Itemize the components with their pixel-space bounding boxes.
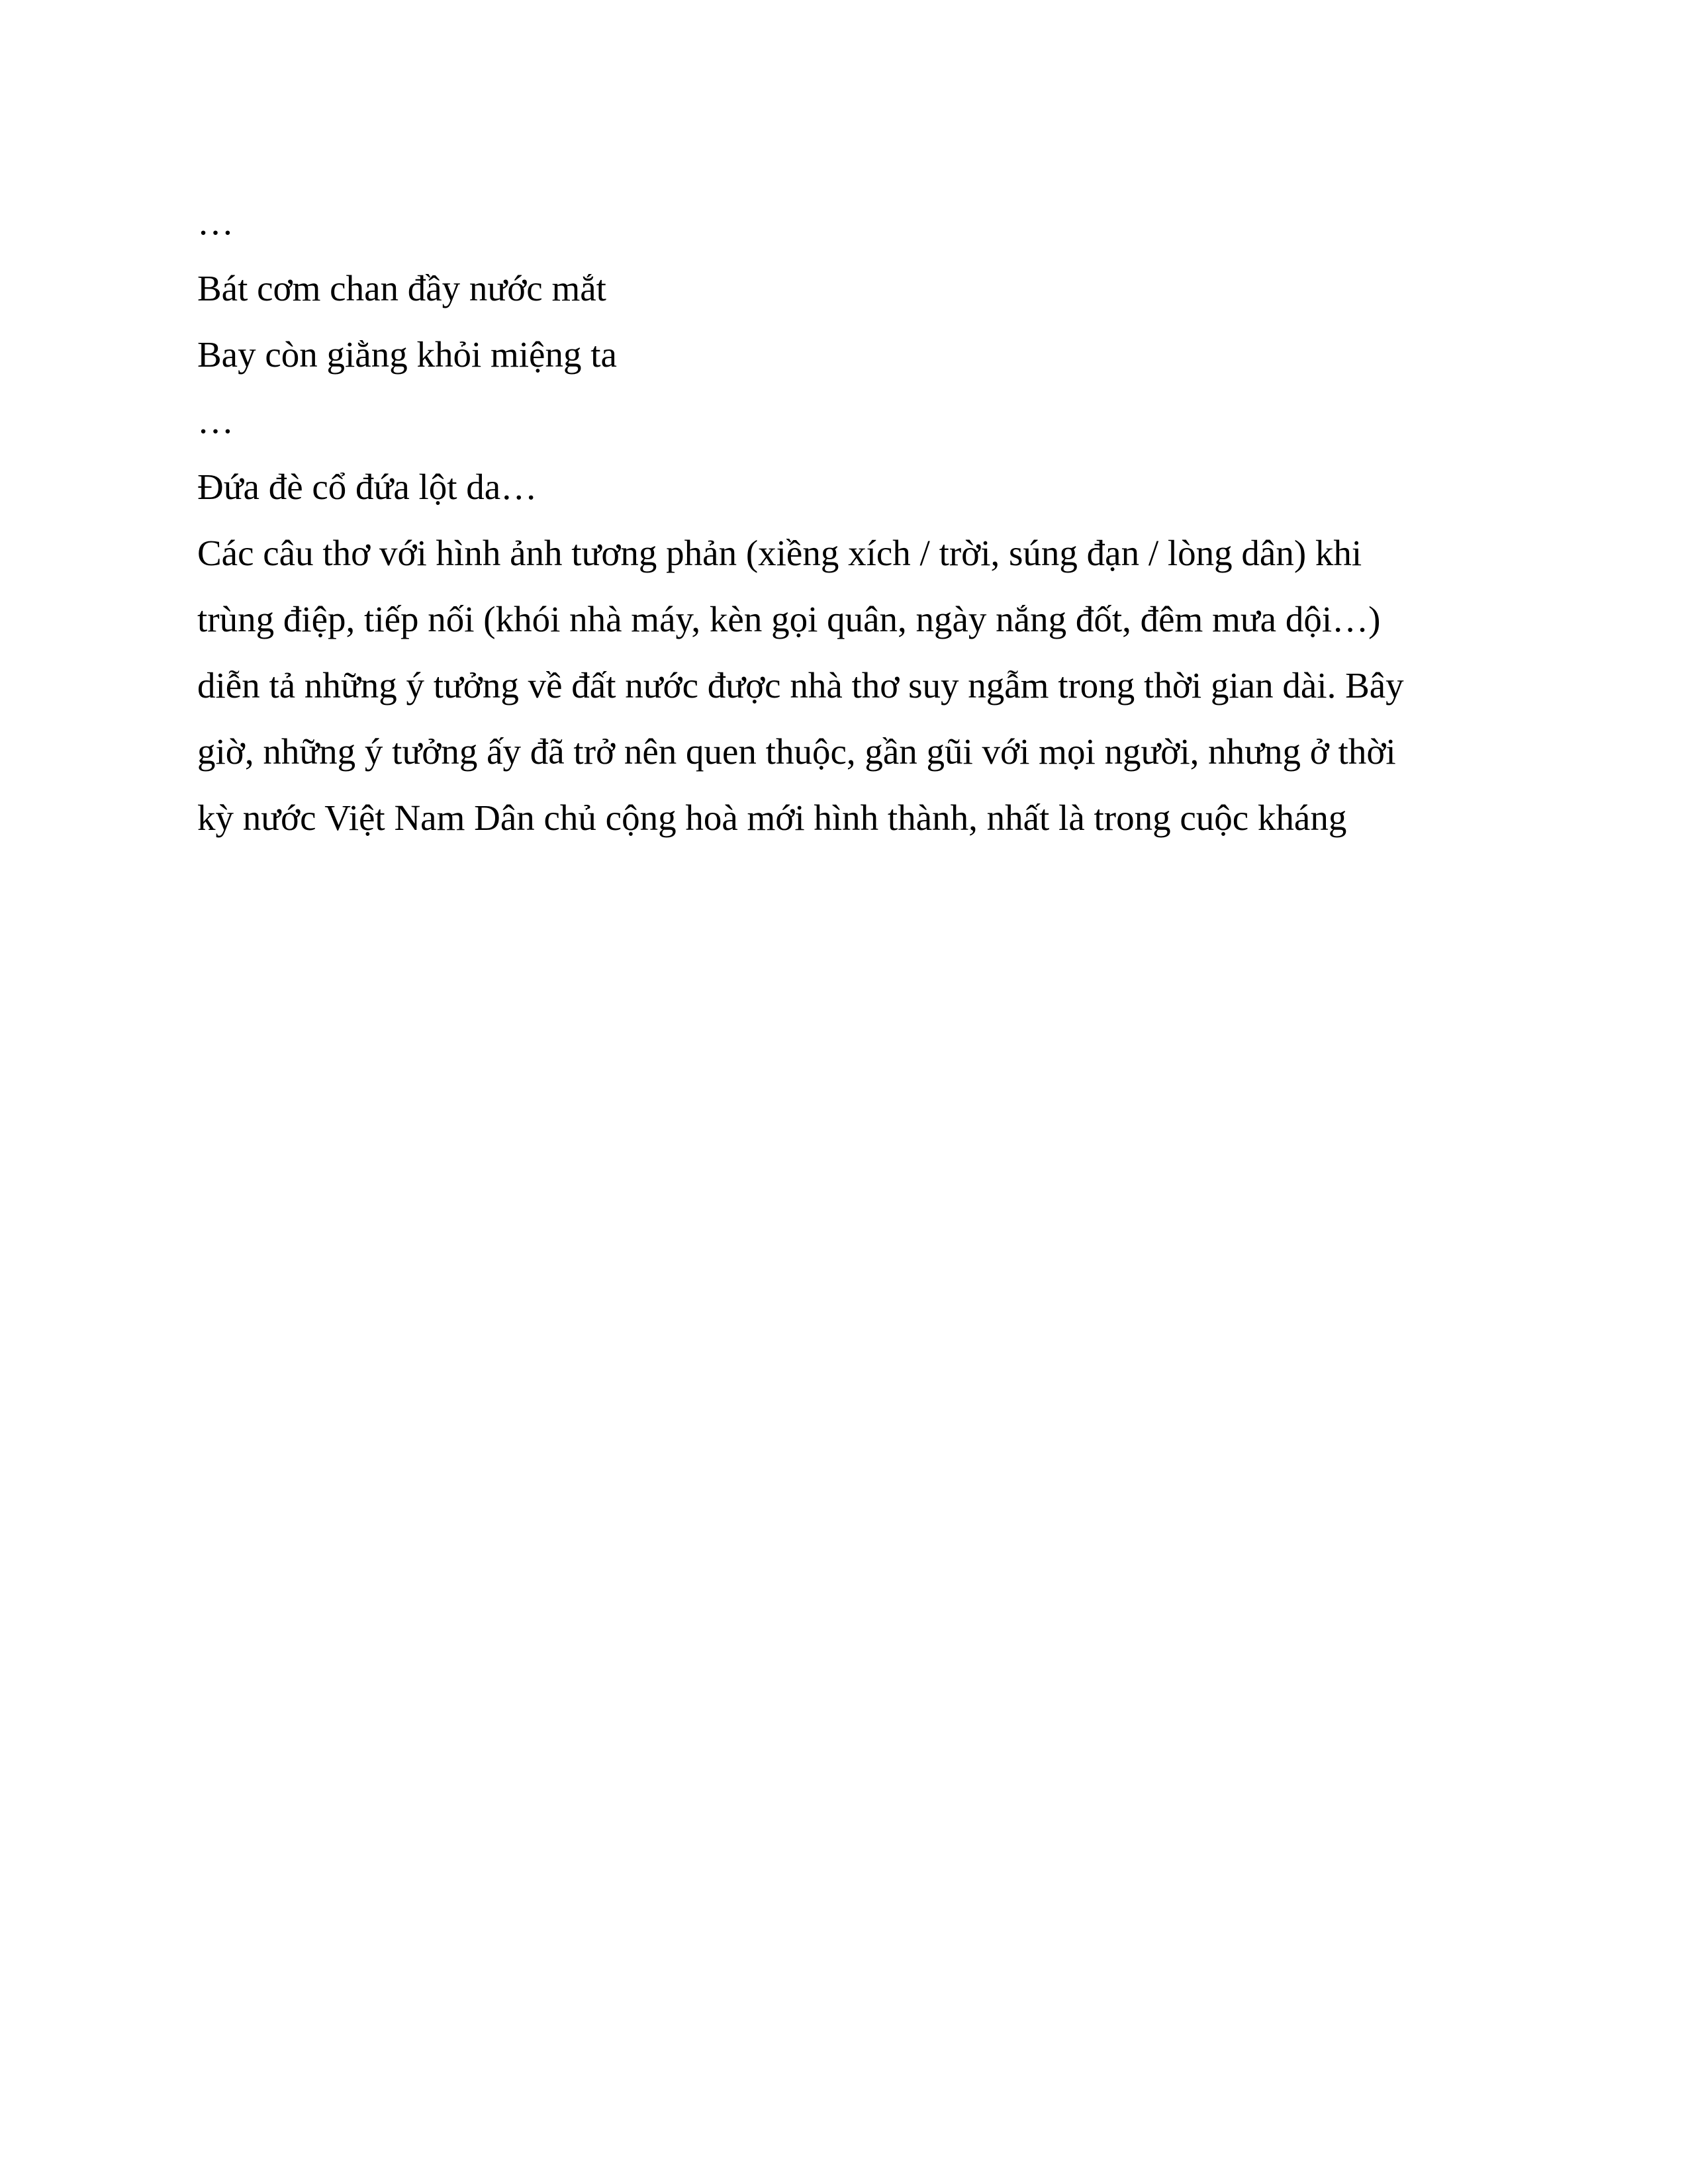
paragraph-line: kỳ nước Việt Nam Dân chủ cộng hoà mới hình thành, nhất là trong cuộc kháng <box>197 797 1347 838</box>
verse-line: … <box>197 202 234 242</box>
commentary-paragraph <box>197 520 1495 851</box>
verse-excerpt <box>197 189 1495 520</box>
paragraph-line: Các câu thơ với hình ảnh tương phản (xiềng xích / trời, súng đạn / lòng dân) khi <box>197 533 1362 573</box>
paragraph-line: diễn tả những ý tưởng về đất nước được nhà thơ suy ngẫm trong thời gian dài. Bây <box>197 665 1404 705</box>
verse-line: Đứa đè cổ đứa lột da… <box>197 467 538 507</box>
verse-line: Bay còn giằng khỏi miệng ta <box>197 334 617 375</box>
paragraph-line: giờ, những ý tưởng ấy đã trở nên quen thuộc, gần gũi với mọi người, nhưng ở thời <box>197 731 1396 772</box>
verse-line: … <box>197 400 234 441</box>
paragraph-line: trùng điệp, tiếp nối (khói nhà máy, kèn gọi quân, ngày nắng đốt, đêm mưa dội…) <box>197 599 1381 639</box>
verse-line: Bát cơm chan đầy nước mắt <box>197 268 606 308</box>
document-text <box>197 189 1495 851</box>
